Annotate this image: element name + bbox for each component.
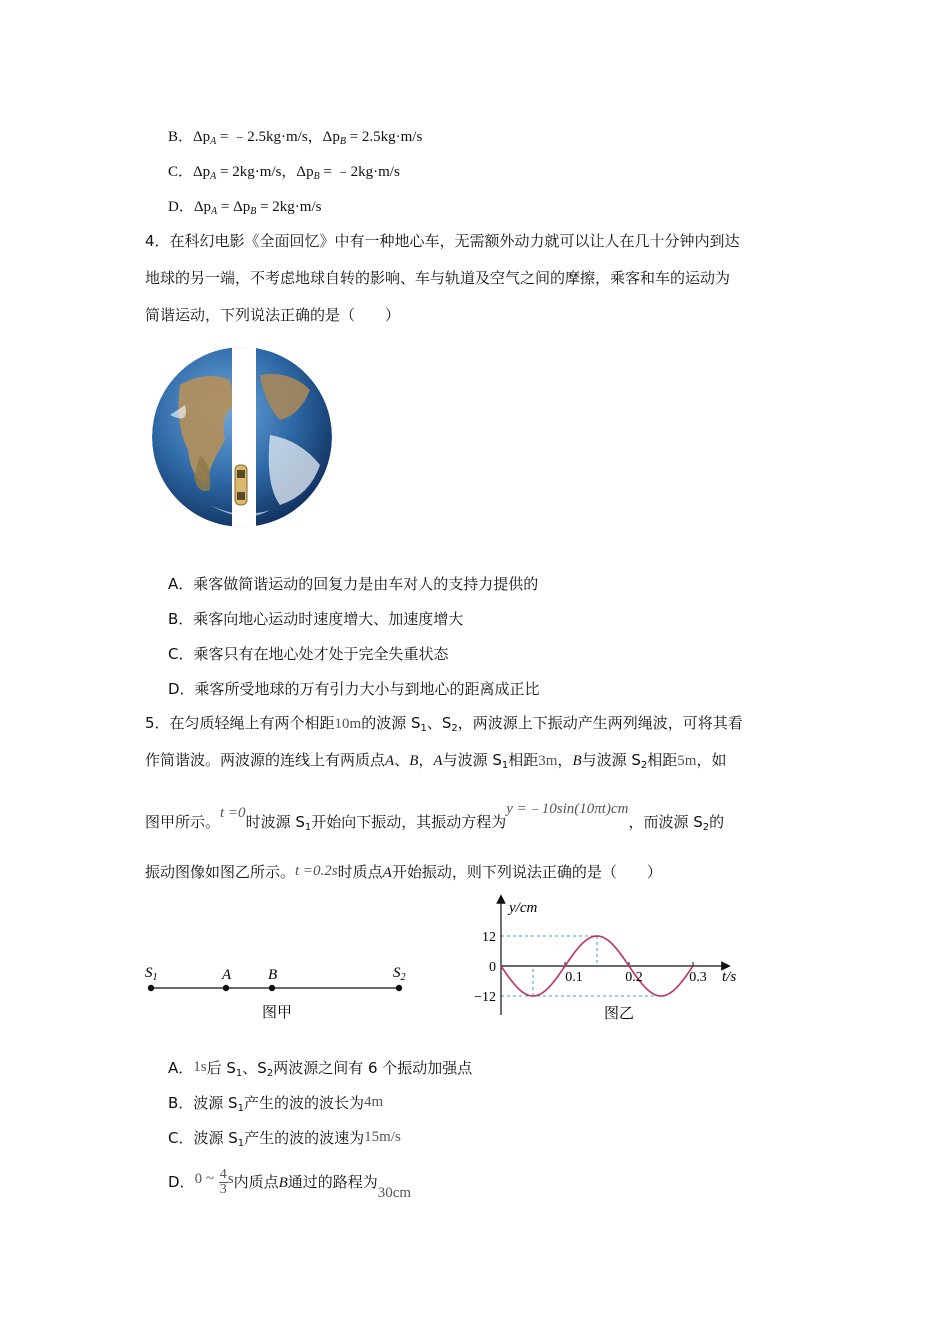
figure-yi-chart [460, 893, 750, 1028]
fraction-four-thirds: $\frac{4}{3}$ [219, 1167, 227, 1197]
caption-yi: 图乙 [603, 1006, 635, 1022]
y-tick-label: 0 [489, 960, 496, 975]
y-tick-label: −12 [474, 990, 496, 1005]
q5-option-b: B．波源 $S_1$产生的波的波长为4m [168, 1094, 384, 1114]
q3-option-b: B．$\Delta p_A$ = ﹣2.5kg·m/s，$\Delta p_B = 2.5kg\cdot m/s$ [168, 129, 423, 147]
q5-option-a: A．1s后 $S_1$、$S_2$两波源之间有 6 个振动加强点 [168, 1059, 473, 1079]
q4-option-a: A．乘客做简谐运动的回复力是由车对人的支持力提供的 [168, 575, 539, 593]
source-s1-dot [148, 985, 154, 991]
q5-stem-line-2: 作简谐波。两波源的连线上有两质点A、B，A与波源 $S_1$相距3m，B与波源 $S_2$相距5m，如 [145, 751, 727, 771]
label-s1: $S_1$ [145, 965, 158, 983]
x-axis-label: t/s [722, 969, 737, 985]
earth-tunnel-illustration [150, 345, 336, 531]
x-tick-label: 0.3 [689, 970, 707, 985]
label-b: B [268, 967, 278, 983]
point-a-dot [223, 985, 229, 991]
y-axis-label: y/cm [509, 900, 538, 916]
q5-stem-line-4: 振动图像如图乙所示。t =0.2s时质点A开始振动，则下列说法正确的是（ ） [145, 863, 662, 881]
q4-stem-line-2: 地球的另一端，不考虑地球自转的影响、车与轨道及空气之间的摩擦，乘客和车的运动为 [145, 269, 731, 287]
q3-option-c: C．$\Delta p_A = 2kg\cdot m/s$，$\Delta p_B$ = ﹣2kg·m/s [168, 164, 400, 182]
label-s2: $S_2$ [393, 965, 406, 983]
q5-stem-line-3: 图甲所示。t =0时波源 $S_1$开始向下振动，其振动方程为y =﹣10sin(10πt)cm，而波源 $S_2$的 [145, 801, 725, 833]
q4-option-d: D．乘客所受地球的万有引力大小与到地心的距离成正比 [168, 680, 540, 698]
q5-option-c: C．波源 $S_1$产生的波的波速为15m/s [168, 1129, 401, 1149]
q3-option-d: D．$\Delta p_A = \Delta p_B = 2kg\cdot m/s$ [168, 199, 322, 217]
q4-option-b: B．乘客向地心运动时速度增大、加速度增大 [168, 610, 464, 628]
label-a: A [222, 967, 232, 983]
y-tick-label: 12 [482, 930, 496, 945]
q4-stem-line-3: 简谐运动，下列说法正确的是（ ） [145, 306, 401, 324]
source-s2-dot [396, 985, 402, 991]
figure-jia [140, 955, 420, 1025]
caption-jia: 图甲 [261, 1005, 293, 1021]
q4-stem-line-1: 4．在科幻电影《全面回忆》中有一种地心车，无需额外动力就可以让人在几十分钟内到达 [145, 232, 740, 250]
q5-stem-line-1: 5．在匀质轻绳上有两个相距10m的波源 $S_1$、$S_2$，两波源上下振动产生两列绳波，可将其看 [145, 714, 743, 734]
q4-option-c: C．乘客只有在地心处才处于完全失重状态 [168, 645, 449, 663]
x-tick-label: 0.1 [565, 970, 583, 985]
q5-option-d: D．0 ~ $\frac{4}{3}$ s内质点B通过的路程为30cm [168, 1167, 412, 1201]
x-tick-label: 0.2 [625, 970, 643, 985]
point-b-dot [269, 985, 275, 991]
